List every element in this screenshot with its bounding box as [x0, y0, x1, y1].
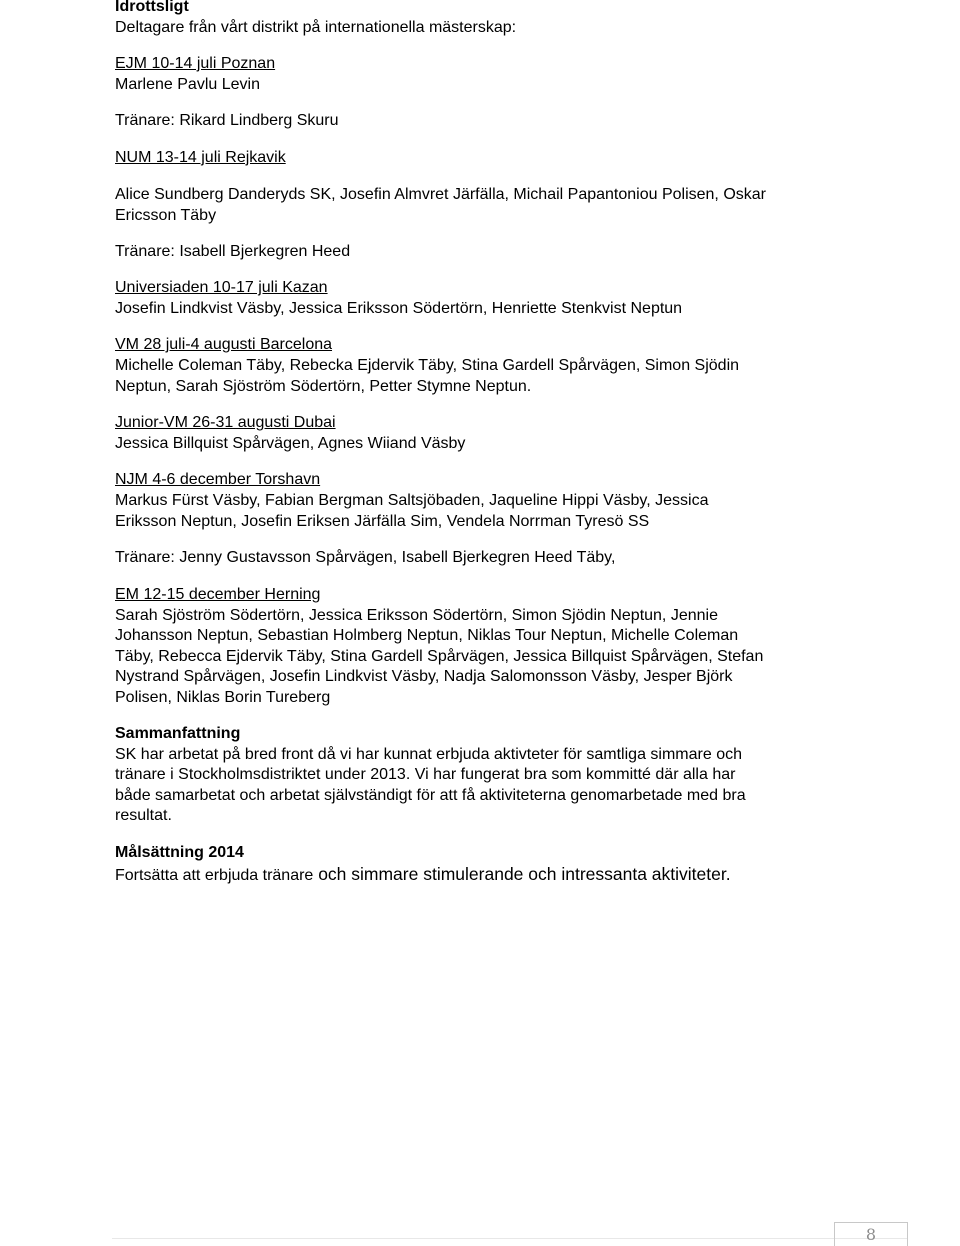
summary-text: resultat. — [115, 807, 172, 824]
summary-text: både samarbetat och arbetat självständigt för att få aktiviteterna genomarbetade med bra — [115, 787, 746, 804]
goal-text — [115, 864, 731, 884]
footer-rule — [112, 1238, 908, 1239]
event-participants: Markus Fürst Väsby, Fabian Bergman Saltsjöbaden, Jaqueline Hippi Väsby, Jessica — [115, 492, 709, 509]
summary-title: Sammanfattning — [115, 725, 241, 742]
coach-line: Tränare: Rikard Lindberg Skuru — [115, 112, 339, 129]
goal-text-part-a: Fortsätta att erbjuda tränare — [115, 867, 314, 884]
event-participants: Alice Sundberg Danderyds SK, Josefin Almvret Järfälla, Michail Papantoniou Polisen, Oskar — [115, 186, 766, 203]
page-number-box — [834, 1222, 908, 1246]
event-heading-ejm: EJM 10-14 juli Poznan — [115, 55, 276, 72]
section-title: Idrottsligt — [115, 0, 189, 15]
intro-text: Deltagare från vårt distrikt på internationella mästerskap: — [115, 19, 517, 36]
page-number: 8 — [865, 1225, 877, 1244]
event-heading-junior-vm: Junior-VM 26-31 augusti Dubai — [115, 414, 336, 431]
summary-text: tränare i Stockholmsdistriktet under 2013. Vi har fungerat bra som kommitté där alla har — [115, 766, 736, 783]
event-participants: Josefin Lindkvist Väsby, Jessica Eriksson Södertörn, Henriette Stenkvist Neptun — [115, 300, 683, 317]
event-participants: Michelle Coleman Täby, Rebecka Ejdervik Täby, Stina Gardell Spårvägen, Simon Sjödin — [115, 357, 740, 374]
event-participants: Sarah Sjöström Södertörn, Jessica Eriksson Södertörn, Simon Sjödin Neptun, Jennie — [115, 607, 718, 624]
summary-text: SK har arbetat på bred front då vi har kunnat erbjuda aktivteter för samtliga simmare och — [115, 746, 742, 763]
goal-text-part-b: och simmare stimulerande och intressanta aktiviteter. — [313, 864, 731, 884]
event-participants: Johansson Neptun, Sebastian Holmberg Neptun, Niklas Tour Neptun, Michelle Coleman — [115, 627, 739, 644]
event-heading-njm: NJM 4-6 december Torshavn — [115, 471, 321, 488]
event-participants: Ericsson Täby — [115, 207, 217, 224]
coach-line: Tränare: Jenny Gustavsson Spårvägen, Isabell Bjerkegren Heed Täby, — [115, 549, 616, 566]
event-participants: Täby, Rebecca Ejdervik Täby, Stina Gardell Spårvägen, Jessica Billquist Spårvägen, Stefan — [115, 648, 764, 665]
event-participants: Nystrand Spårvägen, Josefin Lindkvist Väsby, Nadja Salomonsson Väsby, Jesper Björk — [115, 668, 733, 685]
goal-title: Målsättning 2014 — [115, 844, 244, 861]
event-participants: Neptun, Sarah Sjöström Södertörn, Petter Stymne Neptun. — [115, 378, 532, 395]
event-heading-vm: VM 28 juli-4 augusti Barcelona — [115, 336, 333, 353]
event-heading-num: NUM 13-14 juli Rejkavik — [115, 149, 286, 166]
event-participants: Polisen, Niklas Borin Tureberg — [115, 689, 331, 706]
event-heading-universiaden: Universiaden 10-17 juli Kazan — [115, 279, 328, 296]
event-heading-em: EM 12-15 december Herning — [115, 586, 321, 603]
coach-line: Tränare: Isabell Bjerkegren Heed — [115, 243, 351, 260]
event-participants: Marlene Pavlu Levin — [115, 76, 260, 93]
event-participants: Jessica Billquist Spårvägen, Agnes Wiiand Väsby — [115, 435, 466, 452]
event-participants: Eriksson Neptun, Josefin Eriksen Järfälla Sim, Vendela Norrman Tyresö SS — [115, 513, 650, 530]
